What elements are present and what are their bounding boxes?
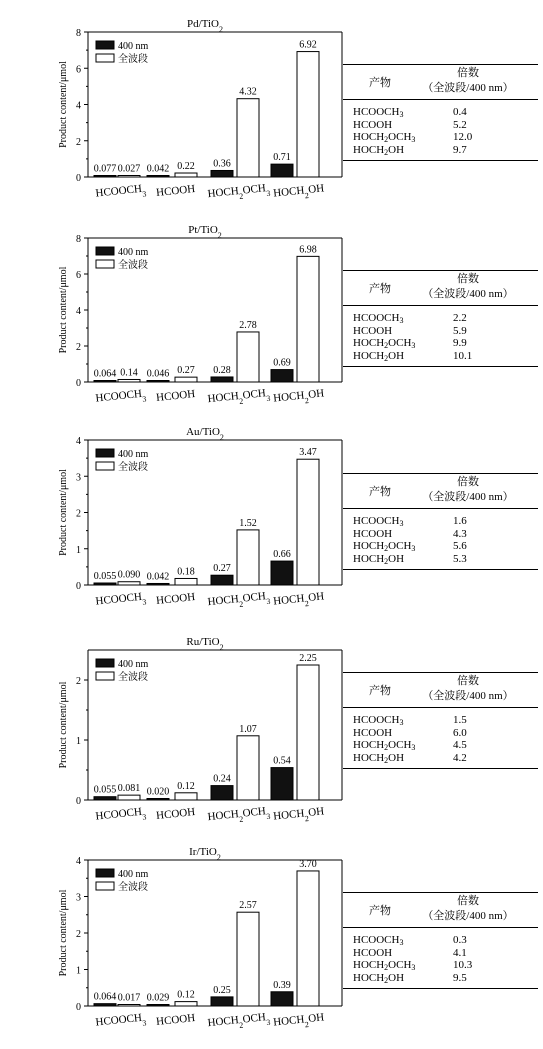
bar-value-label: 0.020 xyxy=(146,786,170,798)
row-ratio: 4.1 xyxy=(453,946,467,959)
bar-400nm xyxy=(211,170,233,177)
bar-value-label: 0.055 xyxy=(93,571,117,583)
bar-value-label: 0.046 xyxy=(146,368,170,380)
header-ratio-line1: 倍数 xyxy=(457,273,479,285)
x-category-label: $HOCH_2OH$ xyxy=(272,182,325,200)
row-ratio: 0.3 xyxy=(453,934,467,946)
bar-400nm xyxy=(211,786,233,800)
bar-value-label: 2.25 xyxy=(299,653,317,664)
x-category-label: $HOCH_2OH$ xyxy=(272,590,325,608)
header-ratio-line1: 倍数 xyxy=(457,476,479,488)
header-ratio xyxy=(413,272,523,302)
x-category-label: HCOOH xyxy=(155,591,196,608)
y-tick-label: 0 xyxy=(76,796,81,807)
bar-full-spectrum xyxy=(118,795,140,800)
bar-value-label: 4.32 xyxy=(239,86,257,98)
y-tick-label: 1 xyxy=(76,736,81,747)
chart-title: Ru/TiO$_2$ xyxy=(186,636,224,652)
row-compound: $HCOOCH_3$ xyxy=(353,312,404,325)
ratio-table-header xyxy=(343,672,538,708)
bar-400nm xyxy=(147,381,169,383)
bar-value-label: 0.042 xyxy=(146,571,170,583)
bar-value-label: 0.12 xyxy=(177,780,195,792)
bar-full-spectrum xyxy=(175,578,197,585)
ratio-table-header xyxy=(343,64,538,100)
legend-label-400nm: 400 nm xyxy=(118,41,149,52)
ratio-table-body xyxy=(343,509,538,570)
y-axis-label: Product content/μmol xyxy=(58,61,69,148)
ratio-table-header xyxy=(343,270,538,306)
header-product: 产物 xyxy=(369,685,391,697)
x-category-label: $HOCH_2OH$ xyxy=(272,1011,325,1029)
ratio-table-header xyxy=(343,892,538,928)
row-compound: $HOCH_2OH$ xyxy=(353,349,405,363)
bar-value-label: 0.28 xyxy=(213,364,231,376)
ratio-table-row xyxy=(343,947,538,960)
y-tick-label: 0 xyxy=(76,378,81,389)
row-compound: HCOOH xyxy=(353,527,393,540)
y-tick-label: 2 xyxy=(76,676,81,687)
header-ratio-line2: （全波段/400 nm） xyxy=(422,910,514,922)
ratio-table-row xyxy=(343,540,538,553)
row-ratio: 5.2 xyxy=(453,118,467,131)
row-ratio: 5.6 xyxy=(453,540,467,552)
ratio-table xyxy=(343,473,538,570)
legend-label-full: 全波段 xyxy=(118,462,148,473)
legend-swatch-400nm xyxy=(96,41,114,49)
ratio-table-row xyxy=(343,119,538,132)
row-ratio: 5.9 xyxy=(453,324,467,337)
row-compound: $HOCH_2OCH_3$ xyxy=(353,131,416,144)
bar-value-label: 0.54 xyxy=(273,755,291,767)
y-tick-label: 1 xyxy=(76,544,81,556)
row-ratio: 1.5 xyxy=(453,714,467,726)
bar-value-label: 1.52 xyxy=(239,517,257,529)
ratio-table-row xyxy=(343,959,538,972)
bar-value-label: 0.055 xyxy=(93,784,117,796)
bar-value-label: 0.042 xyxy=(146,163,170,175)
bar-value-label: 3.70 xyxy=(299,858,317,870)
row-compound: $HCOOCH_3$ xyxy=(353,106,404,119)
chart-panel-5 xyxy=(58,846,342,1033)
bar-value-label: 0.71 xyxy=(273,152,291,164)
row-compound: $HOCH_2OH$ xyxy=(353,143,405,157)
bar-value-label: 0.029 xyxy=(146,992,170,1004)
bar-value-label: 0.017 xyxy=(117,992,141,1004)
y-tick-label: 8 xyxy=(76,28,81,39)
y-tick-label: 4 xyxy=(76,100,81,112)
header-product: 产物 xyxy=(369,486,391,498)
ratio-table-row xyxy=(343,131,538,144)
bar-value-label: 1.07 xyxy=(239,723,257,735)
legend-swatch-full xyxy=(96,54,114,62)
legend-swatch-400nm xyxy=(96,449,114,457)
bar-value-label: 0.24 xyxy=(213,773,231,785)
bar-full-spectrum xyxy=(175,377,197,382)
row-compound: $HOCH_2OCH_3$ xyxy=(353,739,416,752)
row-ratio: 4.5 xyxy=(453,739,467,751)
header-product: 产物 xyxy=(369,905,391,917)
x-category-label: $HOCH_2OCH_3$ xyxy=(207,590,271,609)
bar-full-spectrum xyxy=(297,665,319,800)
ratio-table-row xyxy=(343,714,538,727)
chart-title: Ir/TiO$_2$ xyxy=(189,846,221,862)
y-axis-label: Product content/μmol xyxy=(58,889,69,977)
row-compound: $HOCH_2OH$ xyxy=(353,971,405,985)
row-ratio: 9.7 xyxy=(453,143,467,156)
legend-swatch-400nm xyxy=(96,659,114,667)
x-category-label: $HCOOCH_3$ xyxy=(94,1011,147,1029)
row-ratio: 10.3 xyxy=(453,959,473,971)
bar-full-spectrum xyxy=(118,176,140,178)
bar-value-label: 0.22 xyxy=(177,161,195,173)
row-ratio: 4.3 xyxy=(453,527,467,540)
chart-panel-2 xyxy=(58,224,342,409)
bar-400nm xyxy=(271,768,293,800)
y-tick-label: 4 xyxy=(76,306,81,317)
bar-full-spectrum xyxy=(118,1005,140,1007)
x-category-label: HCOOH xyxy=(155,183,196,200)
legend-label-full: 全波段 xyxy=(118,672,148,683)
bar-full-spectrum xyxy=(297,459,319,585)
bar-400nm xyxy=(211,997,233,1006)
x-category-label: $HOCH_2OH$ xyxy=(272,805,325,823)
x-category-label: $HCOOCH_3$ xyxy=(94,387,147,405)
bar-value-label: 0.18 xyxy=(177,566,195,578)
x-category-label: HCOOH xyxy=(155,806,196,823)
ratio-table-row xyxy=(343,312,538,325)
chart-panel-4 xyxy=(58,636,342,827)
bar-value-label: 0.36 xyxy=(213,158,231,170)
bar-value-label: 0.27 xyxy=(177,365,195,377)
row-compound: $HCOOCH_3$ xyxy=(353,515,404,528)
legend-label-full: 全波段 xyxy=(118,260,148,271)
y-tick-label: 6 xyxy=(76,270,81,281)
legend-label-400nm: 400 nm xyxy=(118,659,149,670)
header-ratio xyxy=(413,475,523,505)
ratio-table xyxy=(343,672,538,769)
header-product: 产物 xyxy=(369,283,391,295)
legend-swatch-full xyxy=(96,260,114,268)
x-category-label: $HCOOCH_3$ xyxy=(94,590,147,608)
row-ratio: 2.2 xyxy=(453,312,467,324)
row-ratio: 9.9 xyxy=(453,337,467,349)
row-compound: $HCOOCH_3$ xyxy=(353,714,404,727)
bar-400nm xyxy=(94,381,116,383)
header-ratio xyxy=(413,894,523,924)
row-compound: $HOCH_2OH$ xyxy=(353,751,405,765)
ratio-table-body xyxy=(343,306,538,367)
bar-full-spectrum xyxy=(237,530,259,585)
header-ratio-line1: 倍数 xyxy=(457,895,479,907)
bar-value-label: 0.27 xyxy=(213,563,231,575)
header-ratio-line2: （全波段/400 nm） xyxy=(422,288,514,300)
bar-full-spectrum xyxy=(237,736,259,800)
bar-value-label: 0.027 xyxy=(117,163,141,175)
x-category-label: $HOCH_2OCH_3$ xyxy=(207,805,271,824)
header-ratio xyxy=(413,674,523,704)
bar-400nm xyxy=(211,575,233,585)
legend-label-full: 全波段 xyxy=(118,882,148,893)
bar-400nm xyxy=(147,1005,169,1007)
row-ratio: 0.4 xyxy=(453,106,467,118)
bar-400nm xyxy=(271,561,293,585)
y-axis-label: Product content/μmol xyxy=(58,469,69,556)
ratio-table-row xyxy=(343,934,538,947)
header-ratio-line2: （全波段/400 nm） xyxy=(422,690,514,702)
y-tick-label: 2 xyxy=(76,136,81,148)
y-tick-label: 2 xyxy=(76,929,81,940)
y-tick-label: 3 xyxy=(76,472,81,484)
bar-400nm xyxy=(147,583,169,585)
bar-full-spectrum xyxy=(237,912,259,1006)
row-compound: $HOCH_2OH$ xyxy=(353,552,405,566)
row-compound: $HOCH_2OCH_3$ xyxy=(353,959,416,972)
bar-400nm xyxy=(94,176,116,178)
legend-swatch-400nm xyxy=(96,247,114,255)
bar-full-spectrum xyxy=(175,793,197,800)
bar-value-label: 0.064 xyxy=(93,991,117,1003)
y-tick-label: 0 xyxy=(76,1002,81,1013)
x-category-label: $HOCH_2OCH_3$ xyxy=(207,387,271,406)
ratio-table-row xyxy=(343,972,538,985)
ratio-table-row xyxy=(343,739,538,752)
bar-value-label: 0.12 xyxy=(177,989,195,1001)
ratio-table-header xyxy=(343,473,538,509)
chart-title: Pt/TiO$_2$ xyxy=(188,224,222,240)
bar-value-label: 2.78 xyxy=(239,319,257,331)
y-tick-label: 3 xyxy=(76,892,81,904)
bar-value-label: 0.064 xyxy=(93,368,117,380)
row-ratio: 12.0 xyxy=(453,131,473,143)
x-category-label: HCOOH xyxy=(155,1012,196,1029)
header-ratio-line1: 倍数 xyxy=(457,675,479,687)
row-compound: $HCOOCH_3$ xyxy=(353,934,404,947)
header-ratio-line2: （全波段/400 nm） xyxy=(422,491,514,503)
bar-value-label: 0.69 xyxy=(273,357,291,369)
ratio-table xyxy=(343,892,538,989)
y-tick-label: 4 xyxy=(76,436,81,447)
ratio-table-body xyxy=(343,928,538,989)
bar-value-label: 0.14 xyxy=(120,367,138,379)
bar-full-spectrum xyxy=(118,582,140,585)
x-category-label: $HOCH_2OCH_3$ xyxy=(207,182,271,201)
header-product: 产物 xyxy=(369,77,391,89)
row-compound: $HOCH_2OCH_3$ xyxy=(353,540,416,553)
legend-label-full: 全波段 xyxy=(118,54,148,65)
row-ratio: 9.5 xyxy=(453,971,467,984)
legend-swatch-full xyxy=(96,672,114,680)
legend-label-400nm: 400 nm xyxy=(118,247,149,258)
bar-400nm xyxy=(211,377,233,382)
legend-swatch-full xyxy=(96,462,114,470)
bar-value-label: 0.25 xyxy=(213,984,231,996)
bar-value-label: 6.92 xyxy=(299,39,317,51)
row-ratio: 4.2 xyxy=(453,751,467,764)
ratio-table-row xyxy=(343,752,538,765)
ratio-table-body xyxy=(343,100,538,161)
row-ratio: 5.3 xyxy=(453,552,467,565)
bar-400nm xyxy=(94,583,116,585)
legend-label-400nm: 400 nm xyxy=(118,449,149,460)
ratio-table xyxy=(343,270,538,367)
ratio-table-row xyxy=(343,337,538,350)
header-ratio-line2: （全波段/400 nm） xyxy=(422,82,514,94)
bar-full-spectrum xyxy=(297,871,319,1006)
ratio-table-row xyxy=(343,515,538,528)
y-tick-label: 0 xyxy=(76,581,81,592)
legend-swatch-400nm xyxy=(96,869,114,877)
x-category-label: $HCOOCH_3$ xyxy=(94,182,147,200)
ratio-table-body xyxy=(343,708,538,769)
y-tick-label: 2 xyxy=(76,508,81,520)
x-category-label: $HOCH_2OCH_3$ xyxy=(207,1011,271,1030)
bar-full-spectrum xyxy=(118,379,140,382)
legend-swatch-full xyxy=(96,882,114,890)
bar-400nm xyxy=(94,797,116,800)
ratio-table xyxy=(343,64,538,161)
bar-full-spectrum xyxy=(237,99,259,177)
bar-value-label: 2.57 xyxy=(239,900,257,912)
bar-full-spectrum xyxy=(297,52,319,177)
bar-400nm xyxy=(147,176,169,178)
bar-value-label: 0.081 xyxy=(117,783,141,795)
chart-title: Au/TiO$_2$ xyxy=(186,426,224,442)
y-axis-label: Product content/μmol xyxy=(58,681,69,769)
bar-full-spectrum xyxy=(297,256,319,382)
ratio-table-row xyxy=(343,350,538,363)
ratio-table-row xyxy=(343,727,538,740)
bar-full-spectrum xyxy=(237,332,259,382)
bar-value-label: 0.66 xyxy=(273,549,291,561)
ratio-table-row xyxy=(343,553,538,566)
row-ratio: 10.1 xyxy=(453,349,473,362)
bar-400nm xyxy=(271,164,293,177)
bar-400nm xyxy=(147,799,169,801)
bar-value-label: 6.98 xyxy=(299,244,317,256)
y-tick-label: 6 xyxy=(76,64,81,76)
ratio-table-row xyxy=(343,144,538,157)
row-compound: HCOOH xyxy=(353,118,393,131)
bar-value-label: 0.39 xyxy=(273,979,291,991)
y-tick-label: 1 xyxy=(76,965,81,977)
x-category-label: $HOCH_2OH$ xyxy=(272,387,325,405)
chart-title: Pd/TiO$_2$ xyxy=(186,18,224,34)
bar-full-spectrum xyxy=(175,1002,197,1006)
row-ratio: 6.0 xyxy=(453,726,467,739)
row-compound: HCOOH xyxy=(353,946,393,959)
bar-400nm xyxy=(271,370,293,382)
chart-panel-3 xyxy=(58,426,342,612)
bar-full-spectrum xyxy=(175,173,197,177)
bar-value-label: 3.47 xyxy=(299,447,317,459)
header-ratio xyxy=(413,66,523,96)
y-tick-label: 8 xyxy=(76,234,81,245)
bar-value-label: 0.090 xyxy=(117,569,141,581)
row-compound: HCOOH xyxy=(353,324,393,337)
bar-value-label: 0.077 xyxy=(93,163,117,175)
ratio-table-row xyxy=(343,325,538,338)
legend-label-400nm: 400 nm xyxy=(118,869,149,880)
ratio-table-row xyxy=(343,106,538,119)
chart-panel-1 xyxy=(58,18,342,204)
row-ratio: 1.6 xyxy=(453,515,467,527)
bar-400nm xyxy=(94,1004,116,1006)
row-compound: HCOOH xyxy=(353,726,393,739)
y-tick-label: 0 xyxy=(76,173,81,184)
x-category-label: HCOOH xyxy=(155,388,196,405)
ratio-table-row xyxy=(343,528,538,541)
row-compound: $HOCH_2OCH_3$ xyxy=(353,337,416,350)
x-category-label: $HCOOCH_3$ xyxy=(94,805,147,823)
y-tick-label: 2 xyxy=(76,342,81,353)
bar-400nm xyxy=(271,992,293,1006)
y-axis-label: Product content/μmol xyxy=(58,266,69,354)
y-tick-label: 4 xyxy=(76,856,81,867)
header-ratio-line1: 倍数 xyxy=(457,67,479,79)
